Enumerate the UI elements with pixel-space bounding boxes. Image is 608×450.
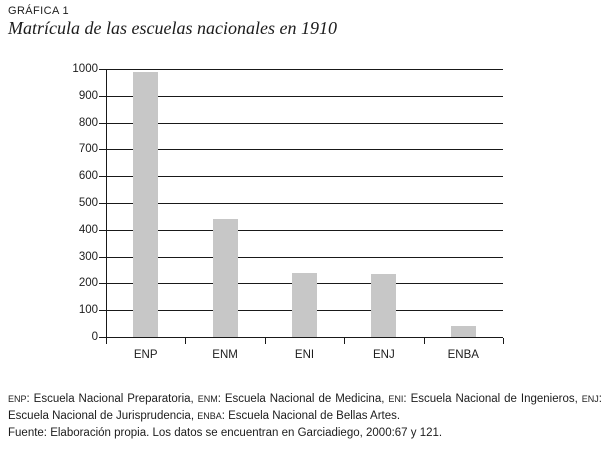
- abbreviation: ENM: [197, 394, 218, 404]
- bar-enj: [371, 274, 396, 337]
- bar-enm: [213, 219, 238, 337]
- x-axis-label: ENJ: [373, 349, 395, 361]
- footnote-line: [8, 408, 602, 425]
- footnote-text: Fuente: Elaboración propia. Los datos se encuentran en Garciadiego, 2000:67 y 121.: [8, 427, 443, 439]
- y-axis-tick-label: 300: [78, 251, 98, 263]
- gridline: [106, 96, 503, 97]
- bar-enba: [451, 326, 476, 337]
- y-axis-tick-label: 100: [78, 304, 98, 316]
- y-axis-tick: [99, 123, 106, 124]
- footnote-text: Escuela Nacional de Jurisprudencia,: [8, 410, 198, 422]
- y-axis-tick-label: 700: [78, 143, 98, 155]
- bar-enp: [133, 72, 158, 337]
- abbreviation: ENBA: [197, 411, 222, 421]
- bar-chart: [72, 63, 503, 361]
- footnote-text: : Escuela Nacional de Bellas Artes.: [221, 410, 401, 422]
- y-axis-tick-label: 800: [78, 117, 98, 129]
- footnotes: [8, 391, 602, 442]
- gridline: [106, 257, 503, 258]
- y-axis-line: [106, 69, 107, 338]
- y-axis-tick: [99, 96, 106, 97]
- abbreviation: ENJ: [581, 394, 599, 404]
- x-axis-label: ENM: [212, 349, 238, 361]
- y-axis-tick-label: 900: [78, 90, 98, 102]
- x-axis-label: ENBA: [447, 349, 479, 361]
- y-axis-tick-label: 0: [91, 331, 98, 343]
- footnote-line: [8, 391, 602, 408]
- gridline: [106, 230, 503, 231]
- footnote-line: [8, 425, 602, 442]
- y-axis-tick: [99, 337, 106, 338]
- y-axis-tick: [99, 176, 106, 177]
- figure-title: Matrícula de las escuelas nacionales en 1910: [8, 18, 337, 38]
- x-axis-tick: [265, 338, 266, 344]
- footnote-text: : Escuela Nacional de Ingenieros,: [403, 393, 582, 405]
- gridline: [106, 69, 503, 70]
- y-axis-tick: [99, 69, 106, 70]
- gridline: [106, 337, 503, 338]
- x-axis-label: ENI: [294, 349, 315, 361]
- x-axis-tick: [185, 338, 186, 344]
- gridline: [106, 123, 503, 124]
- y-axis-tick-label: 500: [78, 197, 98, 209]
- y-axis-tick: [99, 203, 106, 204]
- x-axis-label: ENP: [133, 349, 158, 361]
- y-axis-tick-label: 200: [78, 277, 98, 289]
- y-axis-tick: [99, 283, 106, 284]
- y-axis-tick-label: 600: [78, 170, 98, 182]
- gridline: [106, 176, 503, 177]
- y-axis-tick-label: 1000: [72, 63, 98, 75]
- x-axis-tick: [424, 338, 425, 344]
- y-axis-tick: [99, 310, 106, 311]
- bar-eni: [292, 273, 317, 337]
- gridline: [106, 149, 503, 150]
- y-axis-tick: [99, 230, 106, 231]
- y-axis-tick: [99, 257, 106, 258]
- footnote-text: :: [598, 393, 602, 405]
- abbreviation: ENI: [388, 394, 404, 404]
- footnote-text: : Escuela Nacional de Medicina,: [217, 393, 389, 405]
- footnote-text: : Escuela Nacional Preparatoria,: [26, 393, 198, 405]
- y-axis-tick-label: 400: [78, 224, 98, 236]
- abbreviation: ENP: [8, 394, 27, 404]
- y-axis-tick: [99, 149, 106, 150]
- gridline: [106, 203, 503, 204]
- x-axis-tick: [503, 338, 504, 344]
- x-axis-tick: [344, 338, 345, 344]
- figure-label: GRÁFICA 1: [8, 5, 70, 17]
- x-axis-tick: [106, 338, 107, 344]
